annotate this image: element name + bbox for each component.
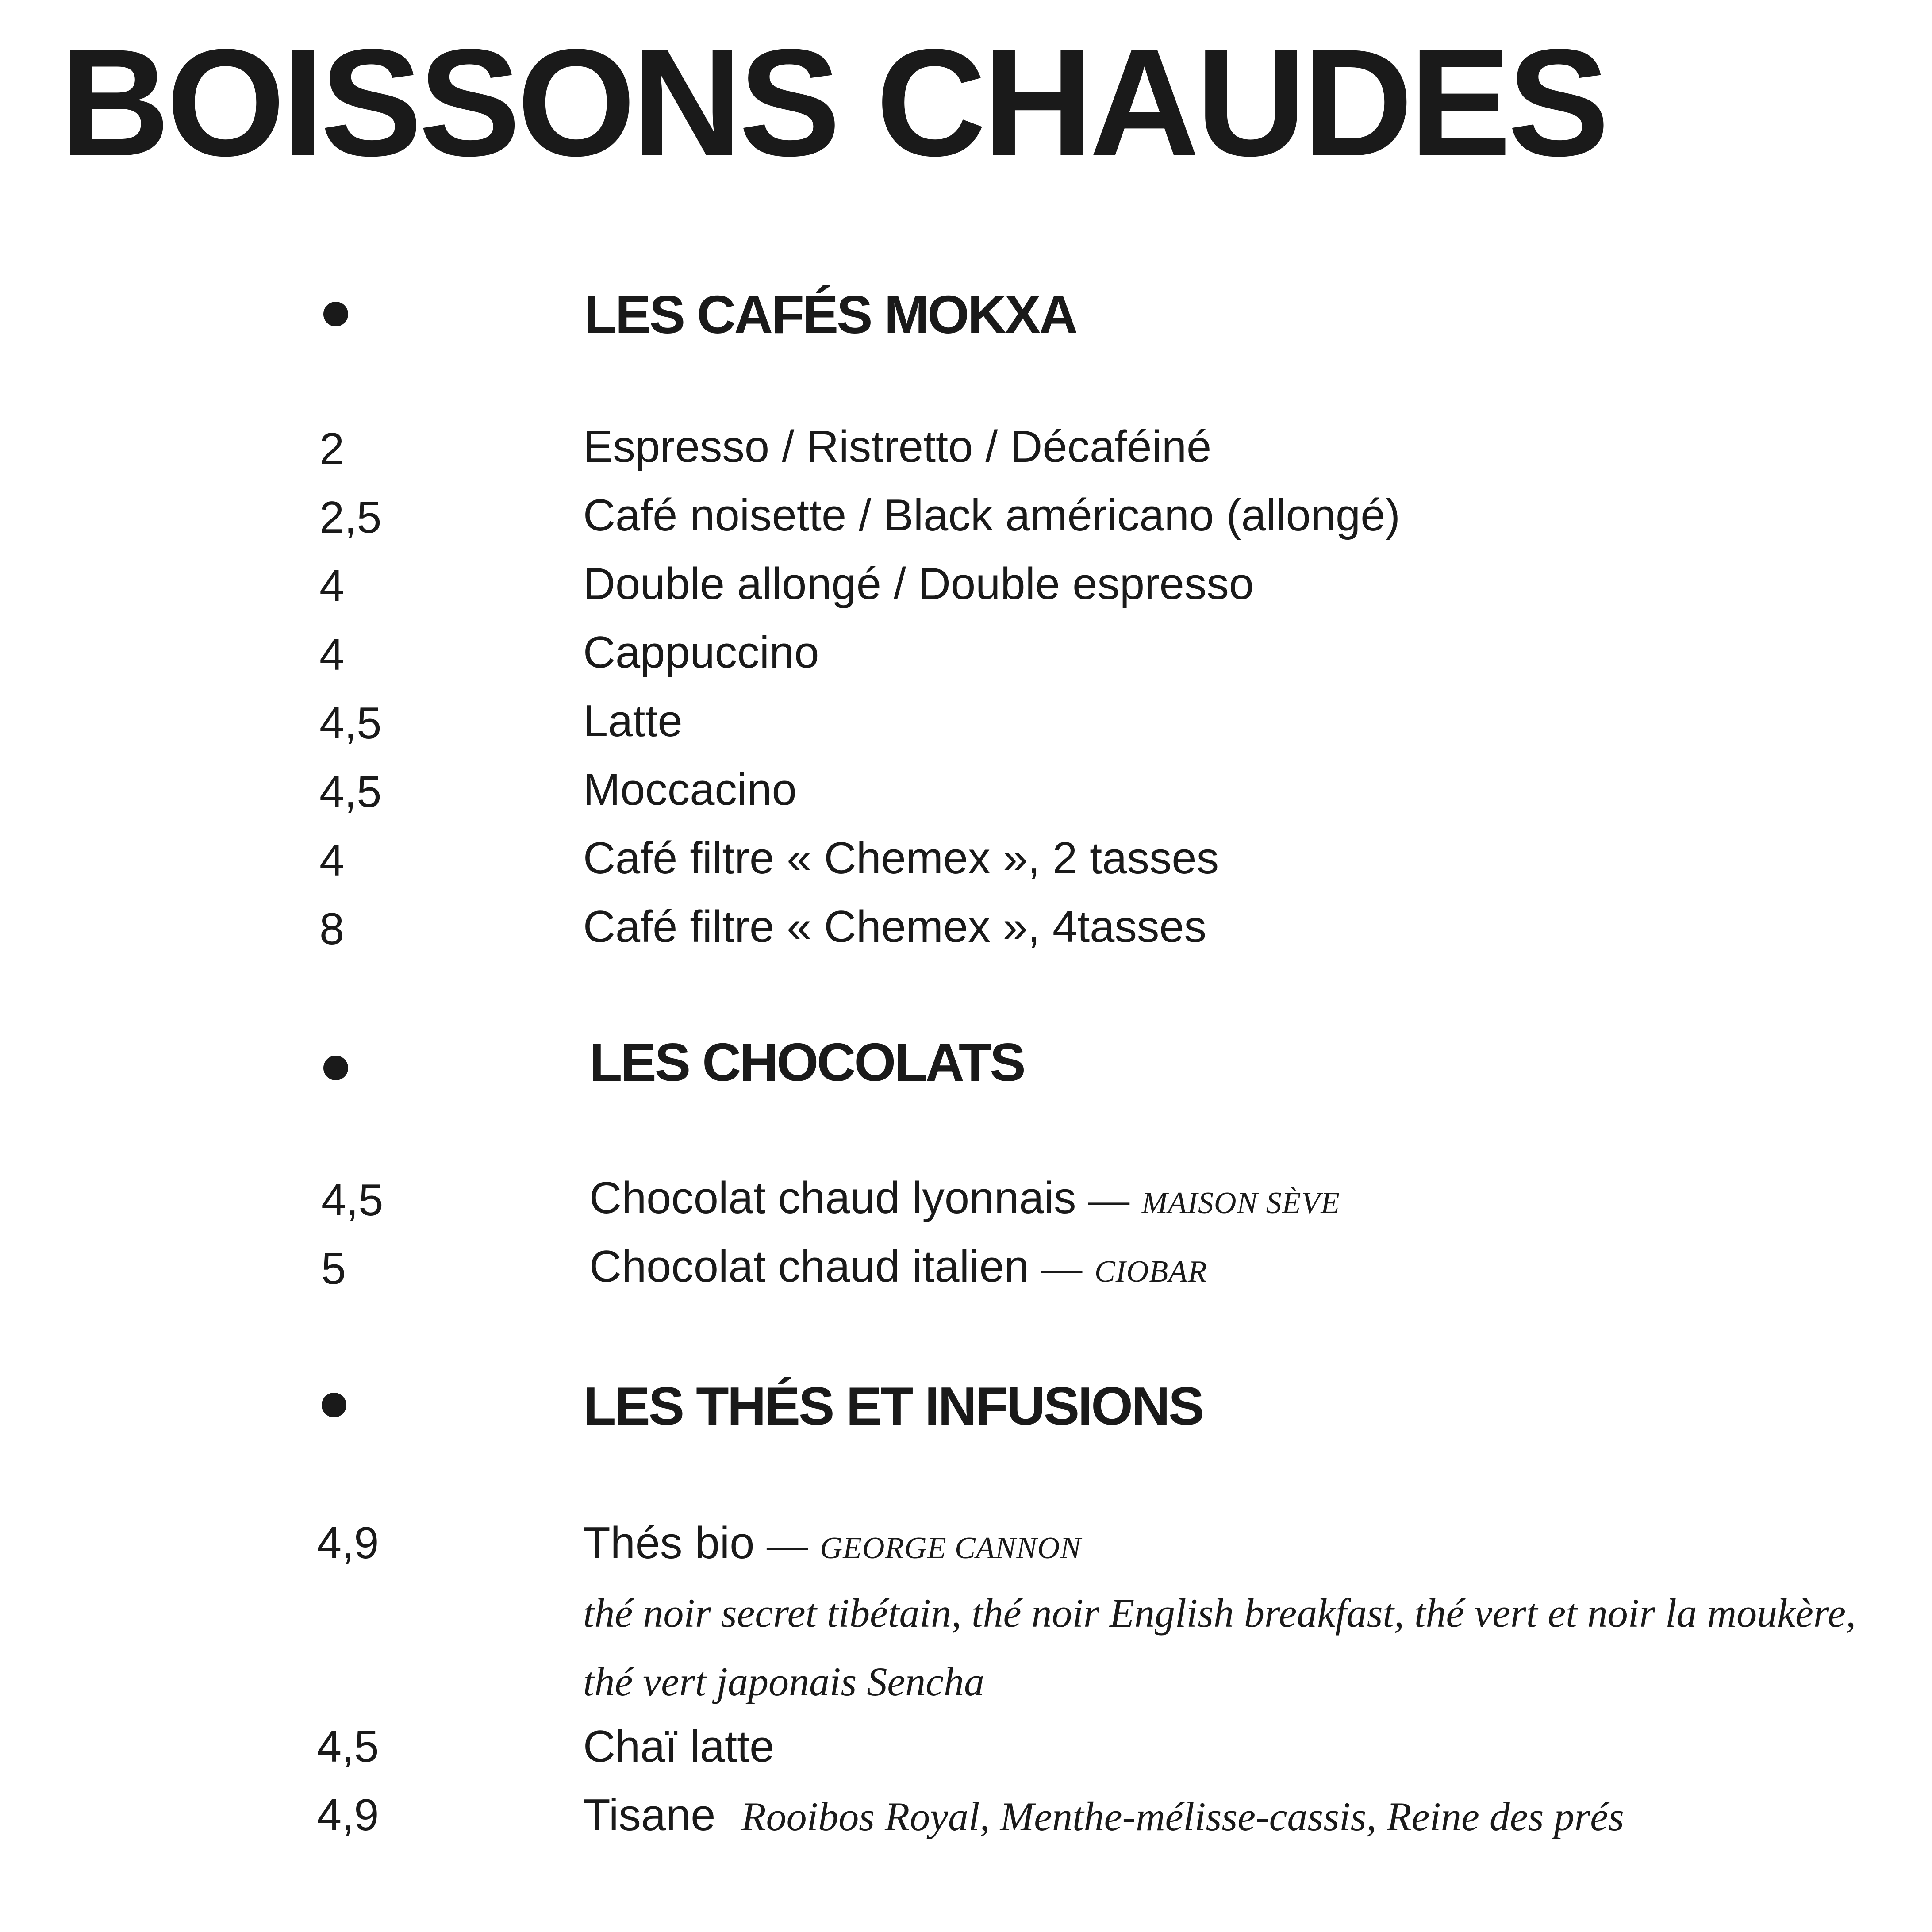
item-description: thé noir secret tibétain, thé noir English breakfast, thé vert et noir la moukère, <box>583 1590 1856 1636</box>
item-description: Rooibos Royal, Menthe-mélisse-cassis, Reine des prés <box>741 1794 1624 1839</box>
item-name: Double allongé / Double espresso <box>583 559 1254 609</box>
section-bullet <box>322 1393 346 1417</box>
item-price: 4 <box>319 561 345 611</box>
item-name: Latte <box>583 696 683 746</box>
item-name-with-desc <box>583 1790 1624 1840</box>
section-bullet <box>323 1056 348 1080</box>
item-name: Café filtre « Chemex », 2 tasses <box>583 833 1219 883</box>
item-price: 4,5 <box>317 1722 379 1771</box>
item-name: Tisane <box>583 1790 716 1840</box>
item-name: Espresso / Ristretto / Décaféiné <box>583 422 1212 472</box>
section-heading-cafes: LES CAFÉS MOKXA <box>584 284 1076 345</box>
item-price: 8 <box>319 904 345 954</box>
item-dash: — <box>1041 1245 1082 1291</box>
item-source: MAISON SÈVE <box>1141 1186 1340 1220</box>
item-price: 4,5 <box>319 767 382 817</box>
item-price: 4 <box>319 630 345 680</box>
item-dash: — <box>1088 1177 1129 1222</box>
item-name: Moccacino <box>583 765 797 814</box>
item-name: Thés bio <box>583 1518 755 1568</box>
item-price: 2,5 <box>319 493 382 542</box>
item-name-with-source <box>589 1173 1340 1223</box>
item-name: Chaï latte <box>583 1722 775 1771</box>
item-source: CIOBAR <box>1094 1255 1207 1289</box>
item-name: Cappuccino <box>583 628 819 677</box>
item-price: 4,9 <box>317 1790 379 1840</box>
section-heading-thes: LES THÉS ET INFUSIONS <box>583 1376 1203 1436</box>
item-name: Chocolat chaud lyonnais <box>589 1173 1076 1223</box>
item-price: 2 <box>319 424 345 474</box>
item-name-with-source <box>589 1244 1207 1289</box>
item-price: 4,5 <box>319 699 382 748</box>
item-price: 4,9 <box>317 1518 379 1568</box>
page-title: BOISSONS CHAUDES <box>60 18 1606 188</box>
item-name-with-source <box>583 1518 1082 1568</box>
item-price: 5 <box>321 1244 346 1294</box>
item-source: GEORGE CANNON <box>820 1531 1082 1565</box>
section-heading-chocolats: LES CHOCOLATS <box>589 1032 1024 1092</box>
item-name: Chocolat chaud italien <box>589 1242 1029 1291</box>
item-price: 4 <box>319 836 345 885</box>
item-price: 4,5 <box>321 1175 384 1225</box>
item-name: Café filtre « Chemex », 4tasses <box>583 902 1207 952</box>
section-bullet <box>323 302 348 326</box>
item-dash: — <box>767 1522 808 1567</box>
item-description: thé vert japonais Sencha <box>583 1659 985 1704</box>
item-name: Café noisette / Black américano (allongé) <box>583 491 1400 540</box>
